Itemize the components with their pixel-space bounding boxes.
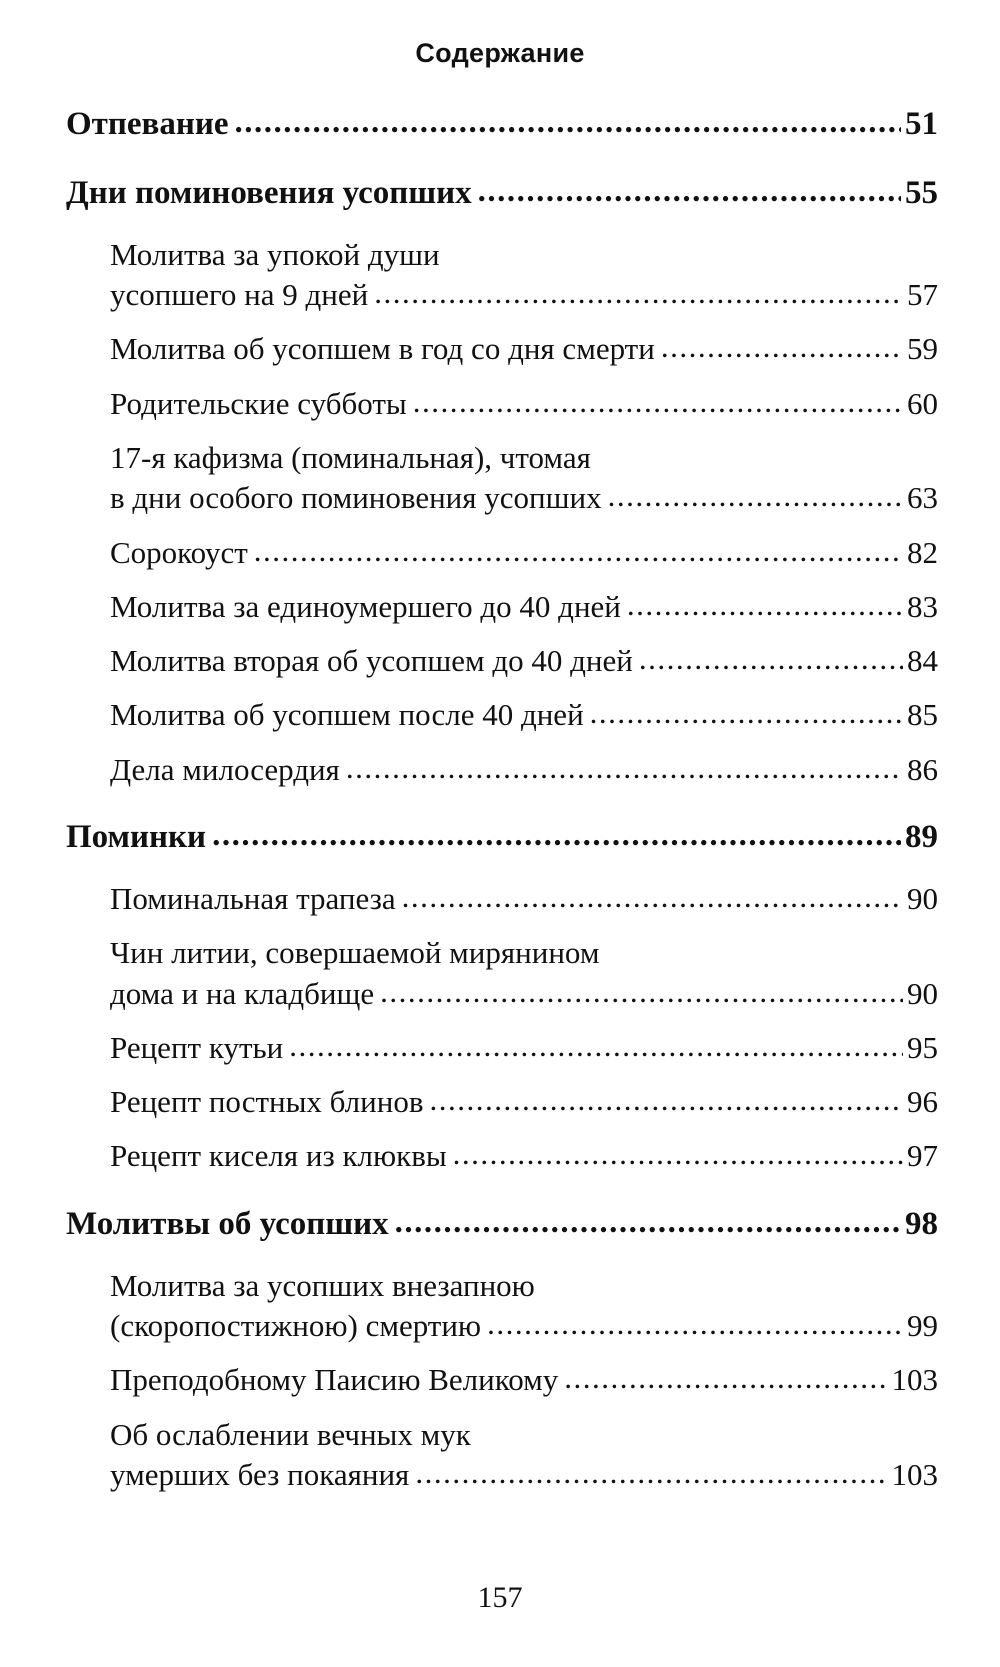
toc-entry-row <box>110 478 938 518</box>
toc-entry-row <box>110 879 938 919</box>
toc-entry-label: Отпевание <box>66 106 229 142</box>
toc-page-number: 84 <box>907 643 938 679</box>
toc-entry-line: 17-я кафизма (поминальная), чтомая <box>110 439 591 475</box>
toc-entry-row <box>110 384 938 424</box>
toc-entry[interactable] <box>66 1136 938 1176</box>
toc-entry-label: Молитва за единоумершего до 40 дней <box>110 588 621 624</box>
toc-entry[interactable] <box>66 1415 938 1496</box>
toc-page-number: 55 <box>905 174 938 211</box>
toc-leader-dots <box>395 1201 901 1244</box>
toc-leader-dots <box>564 1358 887 1398</box>
toc-entry-label: Дни поминовения усопших <box>66 174 472 211</box>
toc-entry-row <box>110 1028 938 1068</box>
toc-entry[interactable] <box>66 235 938 316</box>
toc-entry-label: Рецепт киселя из клюквы <box>110 1138 447 1174</box>
toc-page-number: 96 <box>907 1084 938 1120</box>
toc-entry[interactable] <box>66 1028 938 1068</box>
toc-leader-dots <box>627 585 903 625</box>
toc-leader-dots <box>415 1453 887 1493</box>
toc-entry-row <box>110 695 938 735</box>
toc-entry[interactable] <box>66 587 938 627</box>
toc-entry[interactable] <box>66 384 938 424</box>
toc-entry[interactable] <box>66 329 938 369</box>
toc-page-number: 103 <box>891 1456 938 1492</box>
toc-entry[interactable] <box>66 750 938 790</box>
toc-page-number: 89 <box>905 819 938 856</box>
toc-entry-line: Молитва за усопших внезапною <box>110 1267 535 1303</box>
toc-entry[interactable] <box>66 1360 938 1400</box>
toc-page-number: 85 <box>907 697 938 733</box>
toc-entry-row <box>110 329 938 369</box>
toc-leader-dots <box>402 877 903 917</box>
toc-entry-label: Молитва вторая об усопшем до 40 дней <box>110 643 633 679</box>
toc-entry-row <box>110 587 938 627</box>
toc-leader-dots <box>254 531 903 571</box>
toc-page-number: 63 <box>907 480 938 516</box>
toc-entry-label: усопшего на 9 дней <box>110 277 369 313</box>
toc-entry-label: Дела милосердия <box>110 751 340 787</box>
toc-entry-row <box>110 1082 938 1122</box>
toc-entry[interactable] <box>66 172 938 215</box>
toc-leader-dots <box>235 101 901 144</box>
toc-entry-label: Преподобному Паисию Великому <box>110 1362 559 1398</box>
toc-entry-label: дома и на кладбище <box>110 975 375 1011</box>
toc-entry-row <box>66 172 938 215</box>
toc-entry-row <box>110 533 938 573</box>
toc-entry-row <box>110 1455 938 1495</box>
toc-page-number: 97 <box>907 1138 938 1174</box>
toc-leader-dots <box>380 972 903 1012</box>
page-title: Содержание <box>415 38 585 68</box>
toc-entry-label: Родительские субботы <box>110 385 407 421</box>
table-of-contents <box>0 103 1000 1495</box>
toc-entry[interactable] <box>66 641 938 681</box>
toc-page-number: 95 <box>907 1029 938 1065</box>
toc-page-number: 83 <box>907 588 938 624</box>
toc-leader-dots <box>487 1304 903 1344</box>
toc-entry[interactable] <box>66 879 938 919</box>
toc-entry-label: Рецепт постных блинов <box>110 1084 424 1120</box>
toc-entry[interactable] <box>66 1203 938 1246</box>
toc-entry[interactable] <box>66 533 938 573</box>
toc-leader-dots <box>453 1134 903 1174</box>
toc-entry-row <box>110 275 938 315</box>
toc-page-number: 86 <box>907 751 938 787</box>
toc-entry-row <box>110 750 938 790</box>
toc-entry-row <box>110 1360 938 1400</box>
toc-entry-row <box>66 1203 938 1246</box>
toc-page-number: 98 <box>905 1205 938 1242</box>
toc-leader-dots <box>413 382 903 422</box>
toc-leader-dots <box>374 273 903 313</box>
toc-entry[interactable] <box>66 933 938 1014</box>
toc-entry-label: Рецепт кутьи <box>110 1029 284 1065</box>
toc-entry-row <box>110 974 938 1014</box>
toc-page-number: 99 <box>907 1307 938 1343</box>
toc-entry-label: Молитва об усопшем после 40 дней <box>110 697 584 733</box>
toc-leader-dots <box>429 1080 903 1120</box>
toc-entry[interactable] <box>66 103 938 146</box>
toc-entry[interactable] <box>66 1266 938 1347</box>
toc-entry-row <box>66 816 938 859</box>
toc-entry-row <box>66 103 938 146</box>
toc-page-number: 51 <box>905 106 938 142</box>
toc-leader-dots <box>661 327 903 367</box>
toc-entry[interactable] <box>66 816 938 859</box>
toc-entry[interactable] <box>66 438 938 519</box>
toc-leader-dots <box>346 748 903 788</box>
toc-entry-line: Молитва за упокой души <box>110 236 440 272</box>
toc-entry-row <box>110 1306 938 1346</box>
toc-leader-dots <box>608 476 903 516</box>
toc-entry[interactable] <box>66 695 938 735</box>
toc-entry[interactable] <box>66 1082 938 1122</box>
toc-entry-row <box>110 1136 938 1176</box>
toc-entry-label: Молитва об усопшем в год со дня смерти <box>110 331 655 367</box>
toc-page-number: 82 <box>907 534 938 570</box>
toc-leader-dots <box>590 693 903 733</box>
page-number: 157 <box>477 1581 523 1614</box>
toc-entry-line: Чин литии, совершаемой мирянином <box>110 935 600 971</box>
toc-entry-row <box>110 641 938 681</box>
toc-page-number: 90 <box>907 975 938 1011</box>
toc-page-number: 90 <box>907 880 938 916</box>
toc-leader-dots <box>289 1026 903 1066</box>
toc-page-number: 57 <box>907 277 938 313</box>
toc-entry-label: умерших без покаяния <box>110 1456 410 1492</box>
toc-entry-label: в дни особого поминовения усопших <box>110 480 602 516</box>
toc-entry-label: Поминальная трапеза <box>110 880 396 916</box>
toc-page-number: 103 <box>891 1362 938 1398</box>
toc-entry-label: Сорокоуст <box>110 534 248 570</box>
toc-entry-line: Об ослаблении вечных мук <box>110 1416 471 1452</box>
toc-leader-dots <box>639 639 903 679</box>
toc-entry-label: Поминки <box>66 819 207 856</box>
toc-leader-dots <box>478 170 901 213</box>
toc-leader-dots <box>212 814 901 857</box>
toc-page-number: 59 <box>907 331 938 367</box>
toc-page-number: 60 <box>907 385 938 421</box>
toc-entry-label: Молитвы об усопших <box>66 1205 389 1242</box>
toc-entry-label: (скоропостижною) смертию <box>110 1307 482 1343</box>
